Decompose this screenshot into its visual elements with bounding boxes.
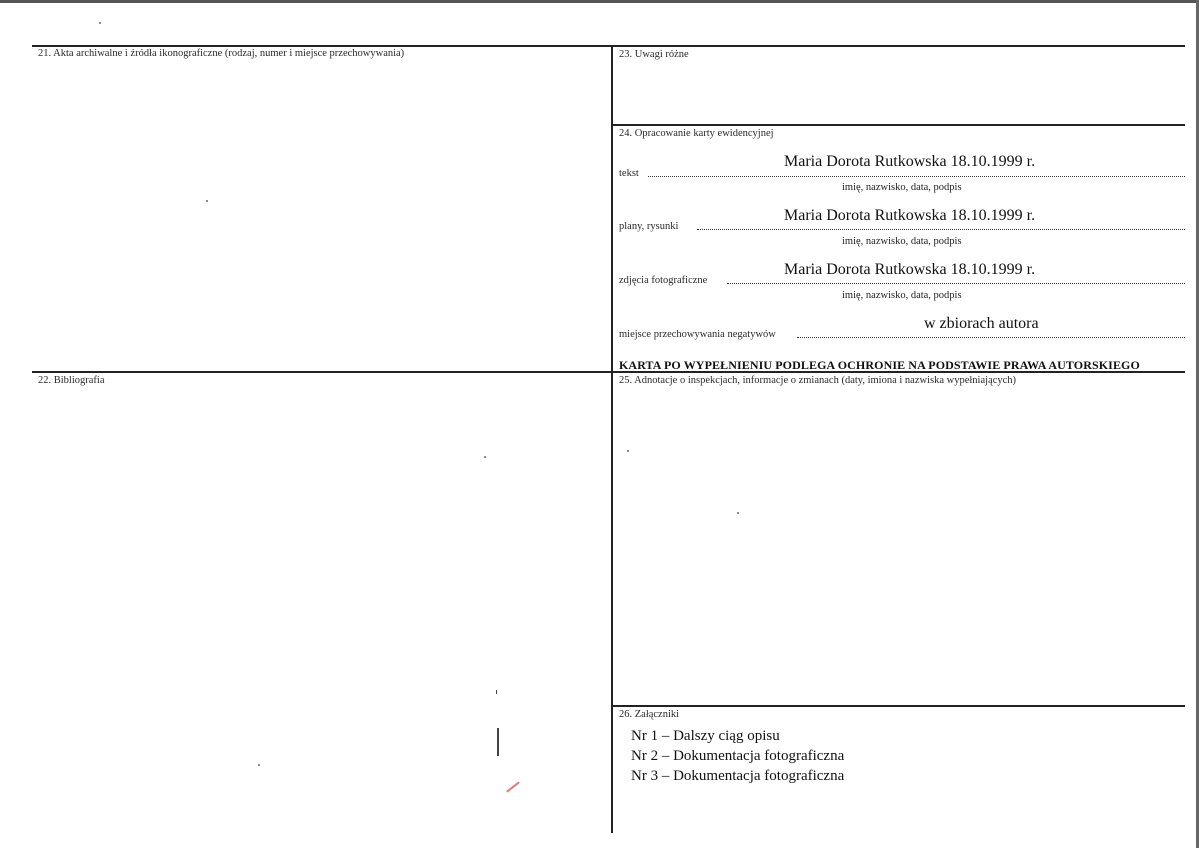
scan-speck — [258, 764, 260, 766]
center-divider — [611, 45, 613, 833]
section-23-title: 23. Uwagi różne — [619, 49, 689, 60]
scan-stroke — [497, 728, 499, 756]
row-photos-dotted-line — [727, 283, 1185, 284]
row-plans-dotted-line — [697, 229, 1185, 230]
copyright-notice: KARTA PO WYPEŁNIENIU PODLEGA OCHRONIE NA PODSTAWIE PRAWA AUTORSKIEGO — [619, 358, 1140, 372]
scan-speck — [737, 512, 739, 514]
section-26-title: 26. Załączniki — [619, 709, 680, 720]
scan-speck — [99, 22, 101, 24]
section-25-title: 25. Adnotacje o inspekcjach, informacje o zmianach (daty, imiona i nazwiska wypełniających) — [619, 375, 1017, 386]
attachment-item-1: Nr 1 – Dalszy ciąg opisu — [631, 728, 780, 744]
row-photos-label: zdjęcia fotograficzne — [619, 275, 708, 286]
top-rule — [32, 45, 1185, 47]
scan-speck — [627, 450, 629, 452]
row-negatives-dotted-line — [797, 337, 1185, 338]
section-21-title: 21. Akta archiwalne i źródła ikonograficzne (rodzaj, numer i miejsce przechowywania) — [38, 48, 405, 59]
row-text-caption: imię, nazwisko, data, podpis — [842, 182, 962, 193]
row-photos-caption: imię, nazwisko, data, podpis — [842, 290, 962, 301]
row-text-dotted-line — [648, 176, 1185, 177]
row-plans-caption: imię, nazwisko, data, podpis — [842, 236, 962, 247]
scan-edge-top — [0, 0, 1199, 3]
rule-23-24 — [612, 124, 1185, 126]
row-plans-value: Maria Dorota Rutkowska 18.10.1999 r. — [784, 207, 1036, 224]
row-negatives-value: w zbiorach autora — [924, 315, 1039, 332]
stray-red-mark — [506, 781, 520, 792]
row-text-label: tekst — [619, 168, 639, 179]
attachment-item-2: Nr 2 – Dokumentacja fotograficzna — [631, 748, 845, 764]
scan-speck — [206, 200, 208, 202]
row-photos-value: Maria Dorota Rutkowska 18.10.1999 r. — [784, 261, 1036, 278]
section-22-title: 22. Bibliografia — [38, 375, 105, 386]
row-plans-label: plany, rysunki — [619, 221, 679, 232]
row-negatives-label: miejsce przechowywania negatywów — [619, 329, 776, 340]
row-text-value: Maria Dorota Rutkowska 18.10.1999 r. — [784, 153, 1036, 170]
attachment-item-3: Nr 3 – Dokumentacja fotograficzna — [631, 768, 845, 784]
scan-stroke — [496, 690, 497, 694]
scan-speck — [484, 456, 486, 458]
rule-25-26 — [612, 705, 1185, 707]
section-24-title: 24. Opracowanie karty ewidencyjnej — [619, 128, 774, 139]
